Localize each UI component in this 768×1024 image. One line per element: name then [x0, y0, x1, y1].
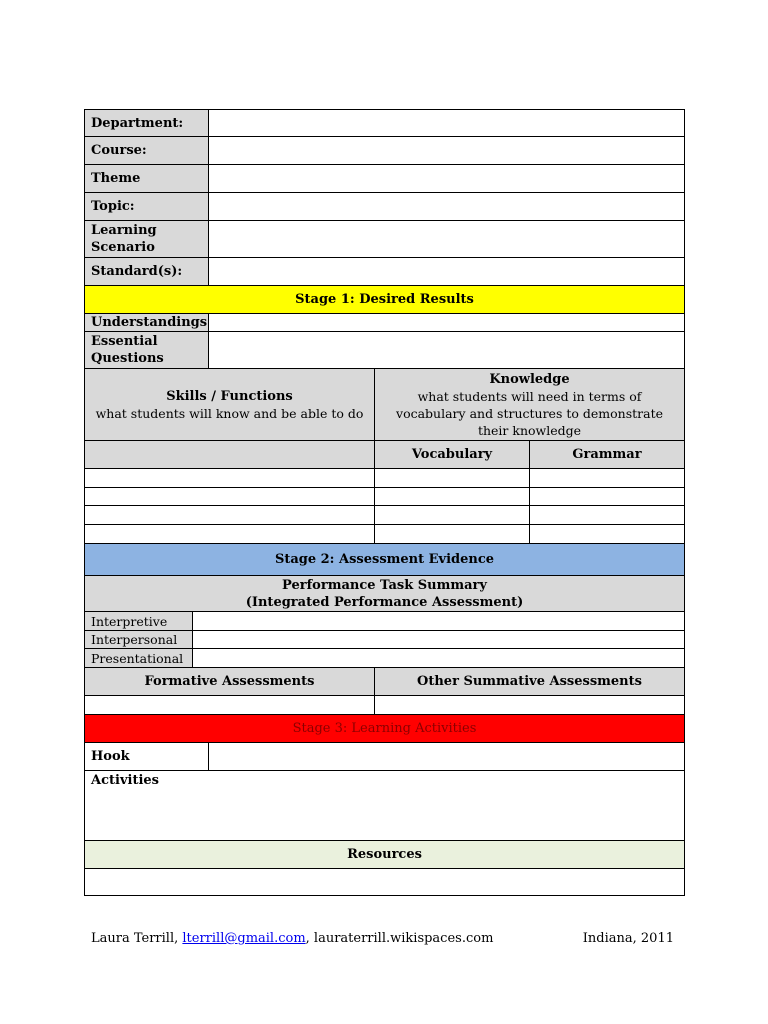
interpersonal-label: Interpersonal: [85, 631, 192, 648]
resources-header-row: [84, 841, 685, 869]
stage1-title: Stage 1: Desired Results: [85, 286, 684, 313]
grammar-entry[interactable]: [529, 469, 684, 487]
vocabulary-header: Vocabulary: [374, 441, 529, 468]
understandings-row: [84, 314, 685, 332]
essential-questions-label: Essential Questions: [85, 332, 208, 368]
skills-entry-row: [84, 506, 685, 525]
theme-row: [84, 165, 685, 193]
standards-label: Standard(s):: [85, 258, 208, 285]
summative-assessments-header: Other Summative Assessments: [374, 668, 684, 695]
presentational-field[interactable]: [192, 649, 684, 667]
skills-title: Skills / Functions: [166, 388, 293, 404]
stage2-header-row: [84, 544, 685, 576]
department-field[interactable]: [208, 110, 684, 136]
learning-scenario-field[interactable]: [208, 221, 684, 257]
performance-task-header: [85, 576, 684, 611]
knowledge-subtitle: what students will need in terms of vocabulary and structures to demonstrate their knowledge: [396, 388, 663, 438]
skills-entry-row: [84, 469, 685, 488]
stage2-title: Stage 2: Assessment Evidence: [85, 544, 684, 575]
standards-field[interactable]: [208, 258, 684, 285]
activities-label: Activities: [91, 773, 159, 788]
course-label: Course:: [85, 137, 208, 164]
grammar-entry[interactable]: [529, 488, 684, 505]
skills-knowledge-header-row: [84, 369, 685, 441]
interpersonal-row: [84, 631, 685, 649]
stage3-title: Stage 3: Learning Activities: [85, 715, 684, 742]
understandings-label: Understandings: [85, 314, 208, 331]
hook-field[interactable]: [208, 743, 684, 770]
learning-scenario-label: Learning Scenario: [85, 221, 208, 257]
theme-field[interactable]: [208, 165, 684, 192]
vocabulary-entry[interactable]: [374, 488, 529, 505]
topic-label: Topic:: [85, 193, 208, 220]
footer-place: Indiana, 2011: [582, 931, 674, 946]
department-row: [84, 109, 685, 137]
interpretive-field[interactable]: [192, 612, 684, 630]
grammar-entry[interactable]: [529, 525, 684, 543]
essential-questions-row: [84, 332, 685, 369]
interpretive-label: Interpretive: [85, 612, 192, 630]
learning-scenario-row: [84, 221, 685, 258]
knowledge-header: [374, 369, 684, 440]
skills-header: [85, 369, 374, 440]
skills-entry-row: [84, 525, 685, 544]
hook-row: [84, 743, 685, 771]
understandings-field[interactable]: [208, 314, 684, 331]
footer-email-link[interactable]: lterrill@gmail.com: [182, 931, 306, 946]
course-field[interactable]: [208, 137, 684, 164]
footer-site: , lauraterrill.wikispaces.com: [305, 931, 494, 946]
topic-row: [84, 193, 685, 221]
formative-assessments-header: Formative Assessments: [85, 668, 374, 695]
vocabulary-entry[interactable]: [374, 469, 529, 487]
footer: [91, 931, 674, 946]
knowledge-title: Knowledge: [489, 371, 570, 387]
theme-label: Theme: [85, 165, 208, 192]
resources-entry-row: [84, 869, 685, 896]
assessments-header-row: [84, 668, 685, 696]
presentational-row: [84, 649, 685, 668]
lesson-plan-form: [84, 109, 685, 896]
vocab-grammar-header-row: [84, 441, 685, 469]
formative-assessments-field[interactable]: [85, 696, 374, 714]
stage1-header-row: [84, 286, 685, 314]
skills-entry[interactable]: [85, 469, 374, 487]
activities-field[interactable]: [85, 771, 684, 840]
activities-row: [84, 771, 685, 841]
topic-field[interactable]: [208, 193, 684, 220]
footer-credit: [91, 931, 493, 946]
interpretive-row: [84, 612, 685, 631]
presentational-label: Presentational: [85, 649, 192, 667]
interpersonal-field[interactable]: [192, 631, 684, 648]
performance-task-subtitle: (Integrated Performance Assessment): [245, 594, 524, 610]
essential-questions-field[interactable]: [208, 332, 684, 368]
skills-spacer: [85, 441, 374, 468]
stage3-header-row: [84, 715, 685, 743]
summative-assessments-field[interactable]: [374, 696, 684, 714]
department-label: Department:: [85, 110, 208, 136]
skills-entry[interactable]: [85, 525, 374, 543]
vocabulary-entry[interactable]: [374, 506, 529, 524]
performance-task-row: [84, 576, 685, 612]
resources-field[interactable]: [85, 869, 684, 895]
footer-author: Laura Terrill,: [91, 931, 179, 946]
course-row: [84, 137, 685, 165]
grammar-entry[interactable]: [529, 506, 684, 524]
skills-entry[interactable]: [85, 488, 374, 505]
resources-title: Resources: [85, 841, 684, 868]
grammar-header: Grammar: [529, 441, 684, 468]
vocabulary-entry[interactable]: [374, 525, 529, 543]
hook-label: Hook: [85, 743, 208, 770]
assessments-entry-row: [84, 696, 685, 715]
standards-row: [84, 258, 685, 286]
skills-entry-row: [84, 488, 685, 506]
performance-task-title: Performance Task Summary: [282, 577, 487, 593]
skills-entry[interactable]: [85, 506, 374, 524]
skills-subtitle: what students will know and be able to do: [95, 405, 364, 421]
